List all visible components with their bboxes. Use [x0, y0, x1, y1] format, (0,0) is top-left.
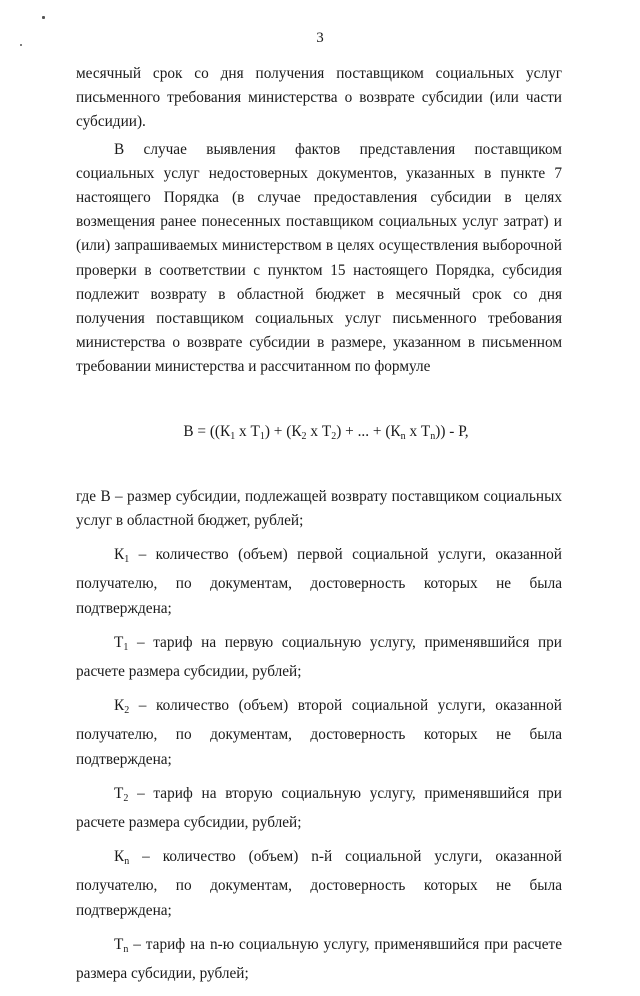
scan-mark [42, 16, 45, 19]
paragraph-refund-conditions: В случае выявления фактов представления поставщиком социальных услуг недостоверных документов, указанных в пункте 7 настоящего Порядка (в случае предоставления субсидии в целях возмещения ранее понесенных поставщиком социальных услуг затрат) и (или) запрашиваемых министерством в целях осуществления выборочной проверки в соответствии с пунктом 15 настоящего Порядка, субсидия подлежит возврату в областной бюджет в месячный срок со дня получения поставщиком социальных услуг письменного требования министерства о возврате субсидии в размере, указанном в письменном требовании министерства и рассчитанном по формуле [76, 140, 562, 376]
paragraph-continuation: месячный срок со дня получения поставщиком социальных услуг письменного требования министерства о возврате субсидии (или части субсидии). [76, 65, 562, 131]
definition-k1: $К_1$ – количество (объем) первой социальной услуги, оказанной получателю, по документам, достоверность которых не была подтверждена; [76, 546, 562, 617]
document-body [76, 62, 562, 996]
definition-k2: $К_2$ – количество (объем) второй социальной услуги, оказанной получателю, по документам, достоверность которых не была подтверждена; [76, 697, 562, 768]
definition-intro: где В – размер субсидии, подлежащей возврату поставщиком социальных услуг в областной бюджет, рублей; [76, 487, 562, 530]
definition-kn: $К_n$ – количество (объем) n-й социальной услуги, оказанной получателю, по документам, достоверность которых не была подтверждена; [76, 848, 562, 919]
refund-formula: $В = ((К_1$ х $Т_1) + (К_2$ х $Т_2$) + ... + ($К_n$ х $Т_n$)) - Р, [183, 422, 469, 442]
definition-t1: $Т_1$ – тариф на первую социальную услугу, применявшийся при расчете размера субсидии, рублей; [76, 633, 562, 681]
definition-tn: $Т_n$ – тариф на n-ю социальную услугу, применявшийся при расчете размера субсидии, рублей; [76, 935, 562, 983]
page-number: 3 [316, 30, 324, 46]
definition-t2: $Т_2$ – тариф на вторую социальную услугу, применявшийся при расчете размера субсидии, рублей; [76, 784, 562, 832]
